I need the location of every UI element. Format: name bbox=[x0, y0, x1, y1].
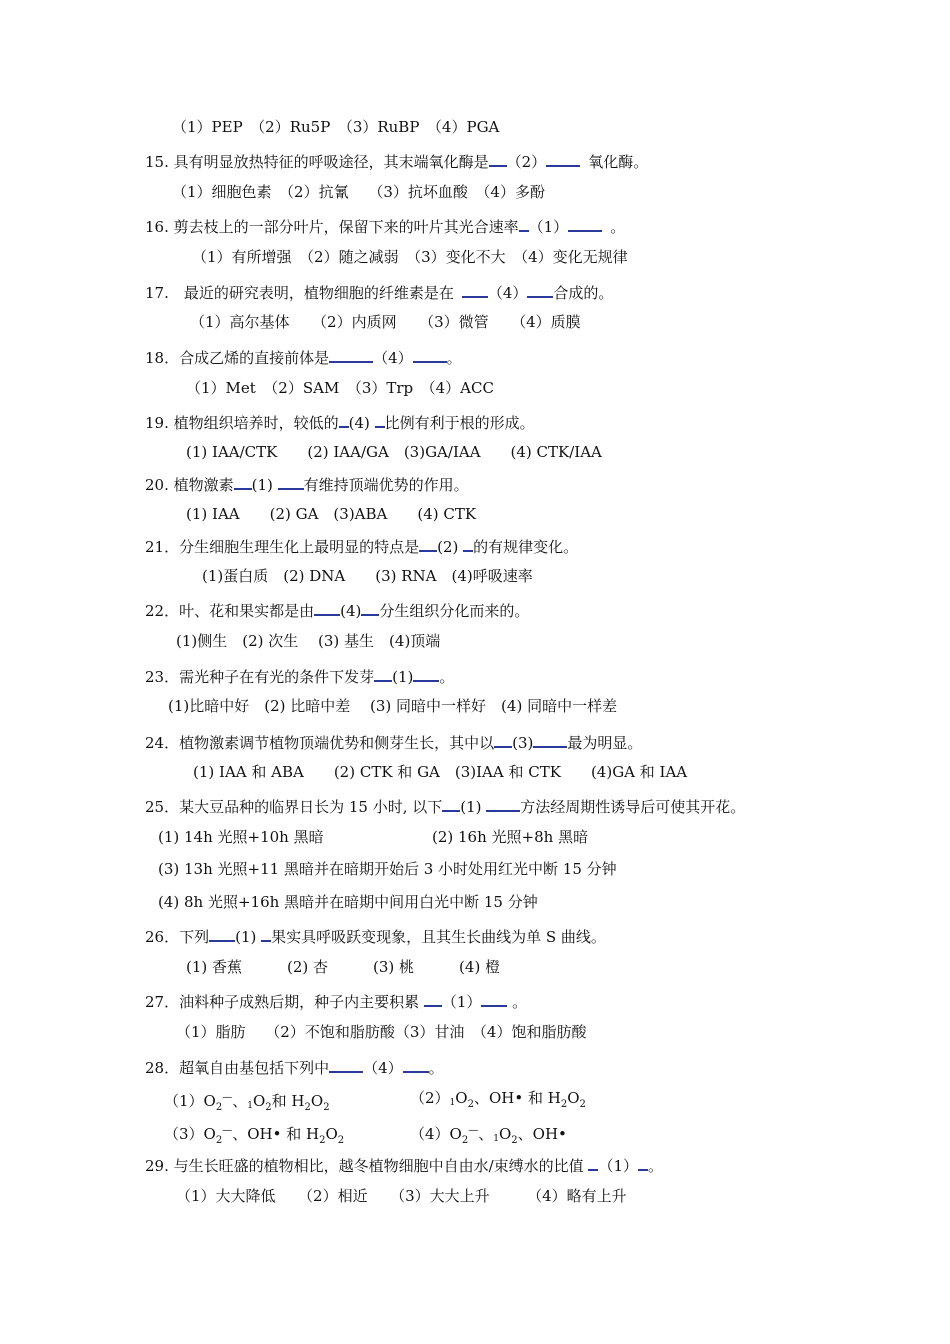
options-text: (3) 13h 光照+11 黑暗并在暗期开始后 3 小时处用红光中断 15 分钟 bbox=[158, 860, 617, 878]
options-26 bbox=[186, 957, 500, 977]
options-text: (1) IAA/CTK (2) IAA/GA (3)GA/IAA (4) CTK/IAA bbox=[186, 443, 602, 461]
question-text: 。 bbox=[446, 349, 462, 367]
answer-text: （4） bbox=[373, 349, 413, 367]
answer-text: (4) bbox=[348, 414, 375, 432]
options-text: （1）细胞色素 （2）抗氰 （3）抗坏血酸 （4）多酚 bbox=[172, 183, 545, 201]
option-28-1: $(1)O_2^—$、$1O_2$和 $H_2O_2$ bbox=[164, 1092, 330, 1113]
answer-blank bbox=[314, 598, 340, 616]
question-text: 果实具呼吸跃变现象，且其生长曲线为单 S 曲线。 bbox=[271, 928, 606, 946]
options-23 bbox=[168, 696, 617, 716]
answer-blank bbox=[481, 989, 507, 1007]
answer-blank bbox=[419, 534, 437, 552]
answer-blank bbox=[329, 345, 373, 363]
question-text: 20. 植物激素 bbox=[145, 476, 234, 494]
question-text: 26．下列 bbox=[145, 928, 210, 946]
question-25 bbox=[145, 794, 745, 817]
options-19 bbox=[186, 442, 602, 462]
answer-text: (3) bbox=[512, 734, 534, 752]
answer-blank bbox=[546, 149, 580, 167]
question-text: 28．超氧自由基包括下列中 bbox=[145, 1059, 330, 1077]
answer-text: (1) bbox=[251, 476, 278, 494]
answer-blank bbox=[403, 1055, 429, 1073]
answer-blank bbox=[374, 664, 392, 682]
answer-text: (1) bbox=[460, 798, 487, 816]
question-text: 有维持顶端优势的作用。 bbox=[303, 476, 469, 494]
options-text: (2) 16h 光照+8h 黑暗 bbox=[432, 828, 589, 846]
answer-blank bbox=[375, 410, 385, 428]
answer-blank bbox=[234, 472, 252, 490]
question-text: 15. 具有明显放热特征的呼吸途径，其末端氧化酶是 bbox=[145, 153, 489, 171]
answer-blank bbox=[519, 214, 529, 232]
options-25a bbox=[158, 827, 324, 847]
options-20 bbox=[186, 504, 476, 524]
options-text: (1)侧生 (2) 次生 (3) 基生 (4)顶端 bbox=[176, 632, 441, 650]
answer-text: （1） bbox=[528, 218, 569, 236]
options-text: (1) IAA (2) GA (3)ABA (4) CTK bbox=[186, 505, 477, 523]
options-17 bbox=[190, 312, 581, 332]
answer-text: （1） bbox=[598, 1157, 638, 1175]
question-text: 18．合成乙烯的直接前体是 bbox=[145, 349, 330, 367]
question-28 bbox=[145, 1055, 444, 1078]
question-text: 。 bbox=[439, 668, 455, 686]
answer-blank bbox=[339, 410, 349, 428]
options-text: (1)比暗中好 (2) 比暗中差 (3) 同暗中一样好 (4) 同暗中一样差 bbox=[168, 697, 618, 715]
answer-blank bbox=[278, 472, 304, 490]
options-21 bbox=[202, 566, 533, 586]
question-26 bbox=[145, 924, 606, 947]
question-15 bbox=[145, 149, 648, 172]
answer-text: （1） bbox=[441, 993, 482, 1011]
options-text: （1）有所增强 （2）随之减弱 （3）变化不大 （4）变化无规律 bbox=[192, 248, 628, 266]
options-text: （1）高尔基体 （2）内质网 （3）微管 （4）质膜 bbox=[190, 313, 581, 331]
options-text: （1）大大降低 （2）相近 （3）大大上升 （4）略有上升 bbox=[176, 1187, 627, 1205]
question-text: 合成的。 bbox=[553, 284, 614, 302]
answer-blank bbox=[568, 214, 602, 232]
options-text: (4) 8h 光照+16h 黑暗并在暗期中间用白光中断 15 分钟 bbox=[158, 893, 538, 911]
options-text: (1) 14h 光照+10h 黑暗 bbox=[158, 828, 324, 846]
question-21 bbox=[145, 534, 578, 557]
options-text: （1）Met （2）SAM （3）Trp （4）ACC bbox=[186, 379, 494, 397]
question-text: 。 bbox=[428, 1059, 444, 1077]
question-text: 29. 与生长旺盛的植物相比，越冬植物细胞中自由水/束缚水的比值 bbox=[145, 1157, 589, 1175]
question-text: 比例有利于根的形成。 bbox=[384, 414, 535, 432]
options-25c bbox=[158, 859, 617, 879]
question-18 bbox=[145, 345, 462, 368]
option-28-3: $(3)O_2^—$、OH• 和 $H_2O_2$ bbox=[164, 1125, 345, 1146]
answer-blank bbox=[638, 1153, 648, 1171]
options-27 bbox=[176, 1022, 586, 1042]
options-18 bbox=[186, 378, 494, 398]
answer-text: （2） bbox=[506, 153, 547, 171]
answer-text: (1) bbox=[235, 928, 262, 946]
question-text: 。 bbox=[648, 1157, 664, 1175]
question-text: 方法经周期性诱导后可使其开花。 bbox=[520, 798, 746, 816]
options-text: (1) 香蕉 (2) 杏 (3) 桃 (4) 橙 bbox=[186, 958, 501, 976]
options-text: （1）PEP （2）Ru5P （3）RuBP （4）PGA bbox=[172, 118, 500, 136]
options-25b bbox=[432, 827, 588, 847]
question-text: 24．植物激素调节植物顶端优势和侧芽生长，其中以 bbox=[145, 734, 495, 752]
question-text: 22．叶、花和果实都是由 bbox=[145, 602, 315, 620]
options-line bbox=[172, 117, 499, 137]
answer-blank bbox=[209, 924, 235, 942]
question-text: 氧化酶。 bbox=[588, 153, 649, 171]
question-22 bbox=[145, 598, 529, 621]
answer-text: (4) bbox=[340, 602, 362, 620]
options-22 bbox=[176, 631, 440, 651]
question-text: 分生组织分化而来的。 bbox=[379, 602, 530, 620]
question-text: 17. 最近的研究表明，植物细胞的纤维素是在 bbox=[145, 284, 454, 302]
answer-blank bbox=[413, 664, 439, 682]
question-text: 。 bbox=[507, 993, 528, 1011]
question-23 bbox=[145, 664, 454, 687]
answer-blank bbox=[463, 534, 473, 552]
answer-blank bbox=[424, 989, 442, 1007]
answer-blank bbox=[533, 730, 567, 748]
answer-blank bbox=[527, 280, 553, 298]
answer-blank bbox=[261, 924, 271, 942]
question-text: 19. 植物组织培养时，较低的 bbox=[145, 414, 339, 432]
options-25d bbox=[158, 892, 538, 912]
answer-text: （4） bbox=[487, 284, 528, 302]
answer-text: (2) bbox=[437, 538, 464, 556]
question-27 bbox=[145, 989, 527, 1012]
question-20 bbox=[145, 472, 469, 495]
question-text: 16. 剪去枝上的一部分叶片，保留下来的叶片其光合速率 bbox=[145, 218, 519, 236]
question-text: 23．需光种子在有光的条件下发芽 bbox=[145, 668, 375, 686]
answer-blank bbox=[329, 1055, 363, 1073]
answer-blank bbox=[494, 730, 512, 748]
options-24 bbox=[193, 762, 687, 782]
option-28-4: $(4)O_2^—$、$1O_2$、OH• bbox=[410, 1125, 567, 1146]
question-29 bbox=[145, 1153, 663, 1176]
answer-text: （4） bbox=[363, 1059, 403, 1077]
question-text: 的有规律变化。 bbox=[473, 538, 579, 556]
options-text: (1)蛋白质 (2) DNA (3) RNA (4)呼吸速率 bbox=[202, 567, 533, 585]
option-28-2: $(2)1O_2$、OH• 和 $H_2O_2$ bbox=[410, 1089, 586, 1110]
answer-blank bbox=[588, 1153, 598, 1171]
options-15 bbox=[172, 182, 545, 202]
answer-blank bbox=[442, 794, 460, 812]
options-29 bbox=[176, 1186, 627, 1206]
answer-blank bbox=[462, 280, 488, 298]
question-text: 27．油料种子成熟后期，种子内主要积累 bbox=[145, 993, 424, 1011]
options-text: （1）脂肪 （2）不饱和脂肪酸（3）甘油 （4）饱和脂肪酸 bbox=[176, 1023, 587, 1041]
question-text: 最为明显。 bbox=[567, 734, 643, 752]
question-17 bbox=[145, 280, 613, 303]
question-text: 25．某大豆品种的临界日长为 15 小时, 以下 bbox=[145, 798, 443, 816]
answer-blank bbox=[486, 794, 520, 812]
options-text: (1) IAA 和 ABA (2) CTK 和 GA (3)IAA 和 CTK (4)GA 和 IAA bbox=[193, 763, 688, 781]
question-text: 。 bbox=[610, 218, 626, 236]
answer-blank bbox=[489, 149, 507, 167]
question-19 bbox=[145, 410, 535, 433]
answer-text: (1) bbox=[392, 668, 414, 686]
answer-blank bbox=[361, 598, 379, 616]
question-text: 21．分生细胞生理生化上最明显的特点是 bbox=[145, 538, 420, 556]
question-24 bbox=[145, 730, 642, 753]
question-16 bbox=[145, 214, 625, 237]
answer-blank bbox=[413, 345, 447, 363]
options-16 bbox=[192, 247, 628, 267]
